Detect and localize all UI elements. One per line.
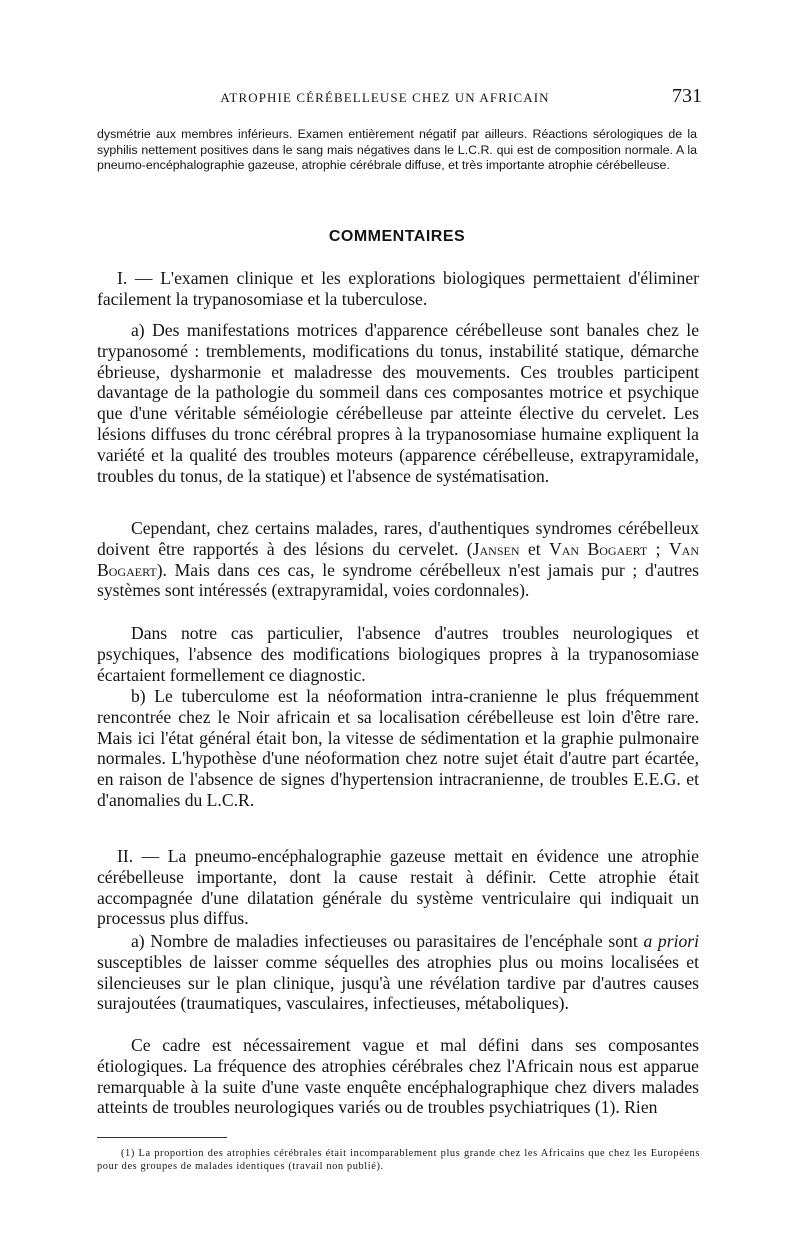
paragraph-4: Dans notre cas particulier, l'absence d'autres troubles neurologiques et psychiques, l'absence des modifications biologiques propres à la trypanosomiase écartaient formellement ce diagnostic. bbox=[97, 623, 699, 685]
paragraph-1: I. — L'examen clinique et les explorations biologiques permettaient d'éliminer facilement la trypanosomiase et la tuberculose. bbox=[97, 268, 699, 309]
italic-a-priori: a priori bbox=[643, 931, 699, 951]
paragraph-3-text-b: et bbox=[519, 538, 550, 559]
paragraph-3-text-a: Cependant, chez certains malades, rares, d'authentiques syndromes cérébelleux doivent être rapportés à des lésions du cervelet. ( bbox=[97, 518, 699, 559]
paragraph-3-text-c: ; bbox=[647, 538, 669, 559]
author-van-bogaert-2: Van Bogaert bbox=[97, 538, 699, 580]
section-title: COMMENTAIRES bbox=[328, 228, 466, 245]
paragraph-7-text-b: susceptibles de laisser comme séquelles des atrophies plus ou moins localisées et silencieuses sur le plan clinique, jusqu'à une révélation tardive par d'autres causes surajoutées (traumatiques, vasculaires, infectieuses, métaboliques). bbox=[97, 951, 699, 1014]
author-jansen: Jansen bbox=[472, 538, 520, 559]
paragraph-6: II. — La pneumo-encéphalographie gazeuse mettait en évidence une atrophie cérébelleuse importante, dont la cause restait à définir. Cette atrophie était accompagnée d'une dilatation générale du système ventriculaire qui indiquait un processus plus diffus. bbox=[97, 846, 699, 929]
paragraph-7 bbox=[97, 931, 699, 1014]
paragraph-2: a) Des manifestations motrices d'apparence cérébelleuse sont banales chez le trypanosomé : tremblements, modifications du tonus, instabilité statique, démarche ébrieuse, dysharmonie et maladresse des mouvements. Ces troubles participent davantage de la pathologie du sommeil dans ces composantes motrice et psychique que d'une véritable séméiologie cérébelleuse par atteinte élective du cervelet. Les lésions diffuses du tronc cérébral propres à la trypanosomiase humaine expliquent la variété et la qualité des troubles moteurs (apparence cérébelleuse, extrapyramidale, troubles du tonus, de la statique) et l'absence de systématisation. bbox=[97, 320, 699, 486]
running-head: ATROPHIE CÉRÉBELLEUSE CHEZ UN AFRICAIN bbox=[220, 90, 550, 105]
page-number: 731 bbox=[672, 85, 702, 107]
footnote: (1) La proportion des atrophies cérébrales était incomparablement plus grande chez les Africains que chez les Européens pour des groupes de malades identiques (travail non publié). bbox=[97, 1148, 700, 1172]
paragraph-3-text-d: ). Mais dans ces cas, le syndrome cérébelleux n'est jamais pur ; d'autres systèmes sont intéressés (extrapyramidal, voies cordonnales). bbox=[97, 559, 699, 601]
footnote-rule bbox=[97, 1137, 227, 1138]
paragraph-3 bbox=[97, 518, 699, 601]
paragraph-7-text-a: a) Nombre de maladies infectieuses ou parasitaires de l'encéphale sont bbox=[131, 931, 644, 951]
author-van-bogaert-1: Van Bogaert bbox=[549, 538, 648, 559]
paragraph-5: b) Le tuberculome est la néoformation intra-cranienne le plus fréquemment rencontrée chez le Noir africain et sa localisation cérébelleuse est loin d'être rare. Mais ici l'état général était bon, la vitesse de sédimentation et la graphie pulmonaire normales. L'hypothèse d'une néoformation chez notre sujet était d'autre part écartée, en raison de l'absence de signes d'hypertension intracranienne, de troubles E.E.G. et d'anomalies du L.C.R. bbox=[97, 686, 699, 810]
intro-paragraph: dysmétrie aux membres inférieurs. Examen entièrement négatif par ailleurs. Réactions sérologiques de la syphilis nettement positives dans le sang mais négatives dans le L.C.R. qui est de composition normale. A la pneumo-encéphalographie gazeuse, atrophie cérébrale diffuse, et très importante atrophie cérébelleuse. bbox=[97, 127, 697, 173]
paragraph-8: Ce cadre est nécessairement vague et mal défini dans ses composantes étiologiques. La fréquence des atrophies cérébrales chez l'Africain nous est apparue remarquable à la suite d'une vaste enquête encéphalographique chez divers malades atteints de troubles neurologiques variés ou de troubles psychiatriques (1). Rien bbox=[97, 1035, 699, 1118]
